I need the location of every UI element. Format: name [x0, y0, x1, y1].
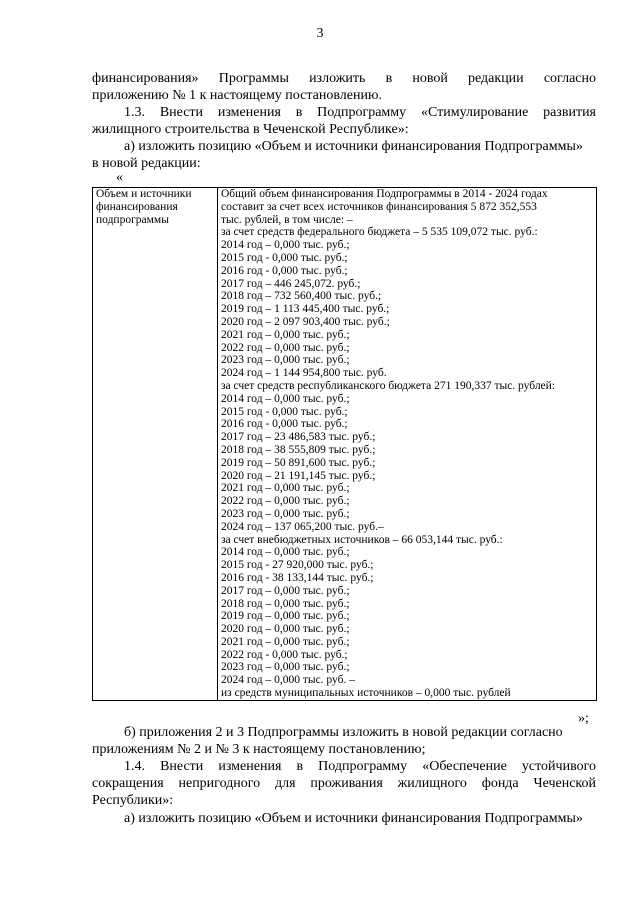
text-line: 1.4. Внести изменения в Подпрограмму «Обеспечение устойчивого — [124, 759, 596, 774]
table-cell-label — [93, 188, 218, 701]
financing-line: 2024 год – 1 144 954,800 тыс. руб. — [221, 367, 387, 380]
financing-line: 2023 год – 0,000 тыс. руб.; — [221, 661, 350, 674]
table-cell-financing-details — [218, 188, 597, 701]
text-line: жилищного строительства в Чеченской Республике»: — [92, 122, 409, 137]
closing-quote: »; — [578, 711, 589, 726]
text-line: сокращения непригодного для проживания жилищного фонда Чеченской — [92, 776, 596, 791]
financing-line: 2020 год – 0,000 тыс. руб.; — [221, 623, 350, 636]
financing-line: 2015 год - 27 920,000 тыс. руб.; — [221, 559, 374, 572]
text-line: 1.3. Внести изменения в Подпрограмму «Стимулирование развития — [124, 105, 596, 120]
financing-line: 2019 год – 50 891,600 тыс. руб.; — [221, 456, 376, 469]
text-line: приложению № 1 к настоящему постановлению. — [92, 88, 382, 103]
financing-line: 2023 год – 0,000 тыс. руб.; — [221, 507, 350, 520]
financing-line: 2022 год - 0,000 тыс. руб.; — [221, 648, 348, 661]
financing-line: 2018 год – 38 555,809 тыс. руб.; — [221, 443, 376, 456]
financing-line: 2015 год - 0,000 тыс. руб.; — [221, 405, 348, 418]
paragraph-clause-b — [92, 724, 596, 758]
text-line: в новой редакции: — [92, 156, 201, 171]
paragraph-program-financing — [92, 70, 596, 104]
financing-line: 2016 год - 38 133,144 тыс. руб.; — [221, 571, 374, 584]
financing-line: 2015 год - 0,000 тыс. руб.; — [221, 251, 348, 264]
financing-line: 2017 год – 23 486,583 тыс. руб.; — [221, 431, 376, 444]
financing-line: 2017 год – 0,000 тыс. руб.; — [221, 584, 350, 597]
text-line: приложениям № 2 и № 3 к настоящему постановлению; — [92, 742, 426, 757]
financing-line: 2017 год – 446 245,072. руб.; — [221, 277, 361, 290]
paragraph-clause-1-3 — [92, 104, 596, 138]
financing-line: 2022 год – 0,000 тыс. руб.; — [221, 495, 350, 508]
financing-table — [92, 187, 597, 701]
financing-line: 2016 год - 0,000 тыс. руб.; — [221, 418, 348, 431]
paragraph-clause-a — [92, 138, 596, 172]
text-line: финансирования» Программы изложить в новой редакции согласно — [92, 71, 596, 86]
opening-quote: « — [116, 170, 123, 185]
paragraph-clause-1-4 — [92, 758, 596, 809]
financing-line: 2018 год – 732 560,400 тыс. руб.; — [221, 290, 382, 303]
financing-line: тыс. рублей, в том числе: – — [221, 213, 353, 226]
financing-line: 2020 год – 2 097 903,400 тыс. руб.; — [221, 315, 390, 328]
financing-line: за счет средств федерального бюджета – 5 535 109,072 тыс. руб.: — [221, 226, 538, 239]
financing-line: 2024 год – 0,000 тыс. руб. – — [221, 674, 355, 687]
paragraph-clause-a-2 — [92, 810, 596, 827]
table-row — [93, 188, 597, 701]
text-line: а) изложить позицию «Объем и источники финансирования Подпрограммы» — [124, 139, 583, 154]
financing-line: 2014 год – 0,000 тыс. руб.; — [221, 239, 350, 252]
financing-line: за счет внебюджетных источников – 66 053,144 тыс. руб.: — [221, 533, 503, 546]
text-line: а) изложить позицию «Объем и источники финансирования Подпрограммы» — [124, 811, 583, 826]
financing-line: составит за счет всех источников финансирования 5 872 352,553 — [221, 200, 537, 213]
financing-line: 2021 год – 0,000 тыс. руб.; — [221, 482, 350, 495]
text-line: Республики»: — [92, 793, 174, 808]
text-line: б) приложения 2 и 3 Подпрограммы изложить в новой редакции согласно — [124, 725, 563, 740]
page-number: 3 — [316, 26, 324, 41]
financing-line: 2019 год – 1 113 445,400 тыс. руб.; — [221, 303, 390, 316]
financing-line: 2019 год – 0,000 тыс. руб.; — [221, 610, 350, 623]
financing-line: 2023 год – 0,000 тыс. руб.; — [221, 354, 350, 367]
financing-line: 2024 год – 137 065,200 тыс. руб.– — [221, 520, 384, 533]
financing-line: за счет средств республиканского бюджета 271 190,337 тыс. рублей: — [221, 379, 556, 392]
financing-line: 2014 год – 0,000 тыс. руб.; — [221, 392, 350, 405]
label-line: финансирования — [96, 200, 178, 213]
financing-line: 2022 год – 0,000 тыс. руб.; — [221, 341, 350, 354]
financing-line: Общий объем финансирования Подпрограммы в 2014 - 2024 годах — [221, 188, 548, 200]
financing-line: 2020 год – 21 191,145 тыс. руб.; — [221, 469, 376, 482]
financing-line: из средств муниципальных источников – 0,000 тыс. рублей — [221, 687, 511, 700]
financing-line: 2021 год – 0,000 тыс. руб.; — [221, 635, 350, 648]
financing-line: 2018 год – 0,000 тыс. руб.; — [221, 597, 350, 610]
financing-line: 2021 год – 0,000 тыс. руб.; — [221, 328, 350, 341]
label-line: подпрограммы — [96, 213, 169, 226]
financing-line: 2014 год – 0,000 тыс. руб.; — [221, 546, 350, 559]
label-line: Объем и источники — [96, 188, 192, 200]
financing-line: 2016 год - 0,000 тыс. руб.; — [221, 264, 348, 277]
